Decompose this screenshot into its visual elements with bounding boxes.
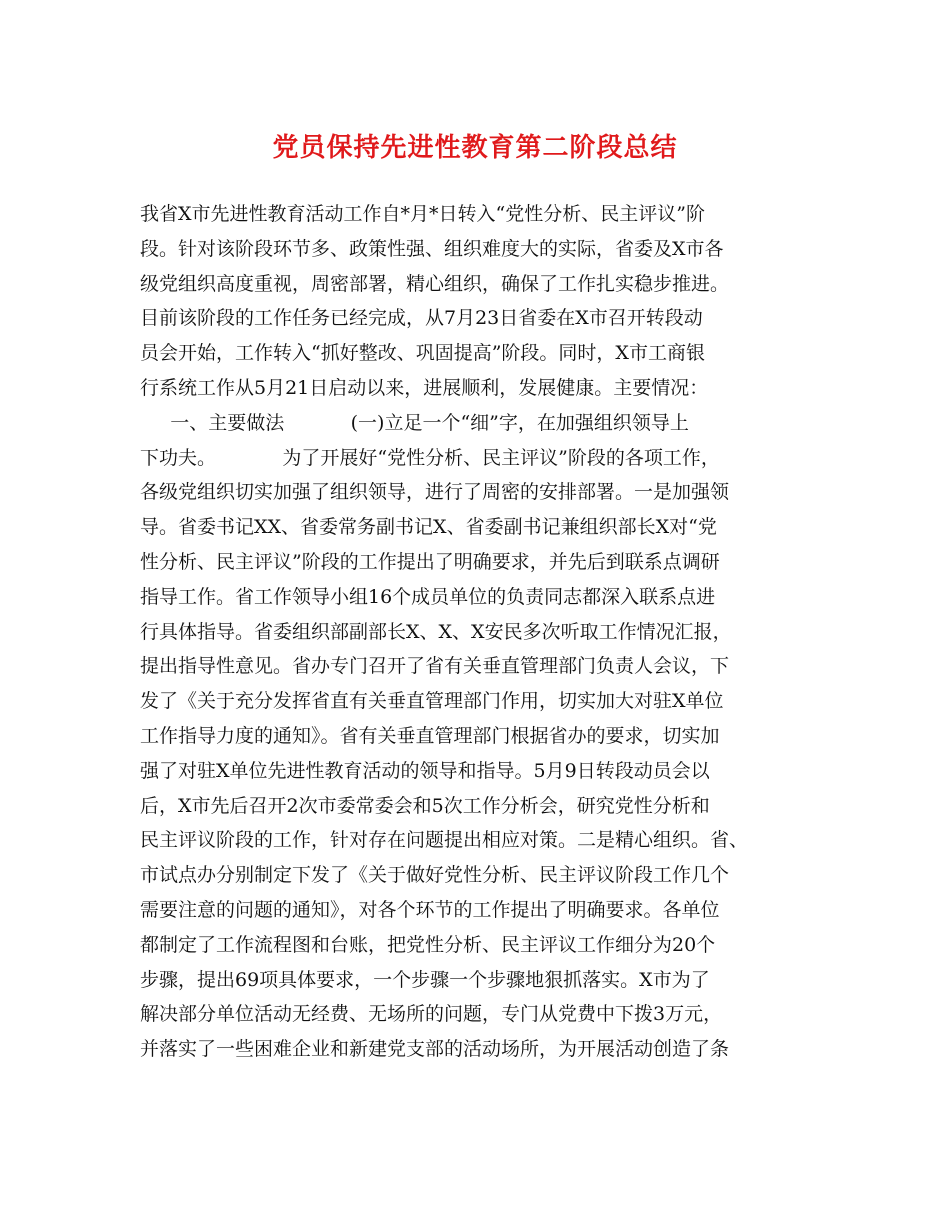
body-text-line: 一、主要做法 (一)立足一个“细”字，在加强组织领导上 <box>140 411 689 434</box>
body-text-line: 并落实了一些困难企业和新建党支部的活动场所，为开展活动创造了条 <box>140 1038 730 1061</box>
body-text-line: 员会开始，工作转入“抓好整改、巩固提高”阶段。同时，X市工商银 <box>140 342 705 365</box>
body-text-line: 目前该阶段的工作任务已经完成，从7月23日省委在X市召开转段动 <box>140 307 703 330</box>
body-text-line: 解决部分单位活动无经费、无场所的问题，专门从党费中下拨3万元， <box>140 1003 723 1026</box>
body-text-line: 后，X市先后召开2次市委常委会和5次工作分析会，研究党性分析和 <box>140 794 710 817</box>
body-text-line: 行系统工作从5月21日启动以来，进展顺利，发展健康。主要情况： <box>140 376 709 399</box>
body-text-line: 步骤，提出69项具体要求，一个步骤一个步骤地狠抓落实。X市为了 <box>140 968 710 991</box>
body-text-line: 段。针对该阶段环节多、政策性强、组织难度大的实际，省委及X市各 <box>140 237 724 260</box>
body-text-line: 民主评议阶段的工作，针对存在问题提出相应对策。二是精心组织。省、 <box>140 829 749 852</box>
body-text-line: 市试点办分别制定下发了《关于做好党性分析、民主评议阶段工作几个 <box>140 864 730 887</box>
body-text-line: 各级党组织切实加强了组织领导，进行了周密的安排部署。一是加强领 <box>140 481 730 504</box>
body-text-line: 级党组织高度重视，周密部署，精心组织，确保了工作扎实稳步推进。 <box>140 272 730 295</box>
body-text-line: 我省X市先进性教育活动工作自*月*日转入“党性分析、民主评议”阶 <box>140 203 705 225</box>
body-text-line: 强了对驻X单位先进性教育活动的领导和指导。5月9日转段动员会以 <box>140 759 710 782</box>
body-text-line: 需要注意的问题的通知》，对各个环节的工作提出了明确要求。各单位 <box>140 898 720 921</box>
body-text-line: 提出指导性意见。省办专门召开了省有关垂直管理部门负责人会议，下 <box>140 655 730 678</box>
body-text-line: 指导工作。省工作领导小组16个成员单位的负责同志都深入联系点进 <box>140 585 716 608</box>
document-title: 党员保持先进性教育第二阶段总结 <box>272 133 678 163</box>
body-text-line: 下功夫。 为了开展好“党性分析、民主评议”阶段的各项工作， <box>140 446 720 469</box>
body-text-line: 导。省委书记XX、省委常务副书记X、省委副书记兼组织部长X对“党 <box>140 516 717 539</box>
document-body <box>140 197 830 1067</box>
body-text-line: 性分析、民主评议”阶段的工作提出了明确要求，并先后到联系点调研 <box>140 550 720 573</box>
body-text-line: 工作指导力度的通知》。省有关垂直管理部门根据省办的要求，切实加 <box>140 724 720 747</box>
body-text-line: 都制定了工作流程图和台账，把党性分析、民主评议工作细分为20个 <box>140 933 716 956</box>
body-text-line: 发了《关于充分发挥省直有关垂直管理部门作用，切实加大对驻X单位 <box>140 690 724 713</box>
body-text-line: 行具体指导。省委组织部副部长X、X、X安民多次听取工作情况汇报， <box>140 620 732 643</box>
